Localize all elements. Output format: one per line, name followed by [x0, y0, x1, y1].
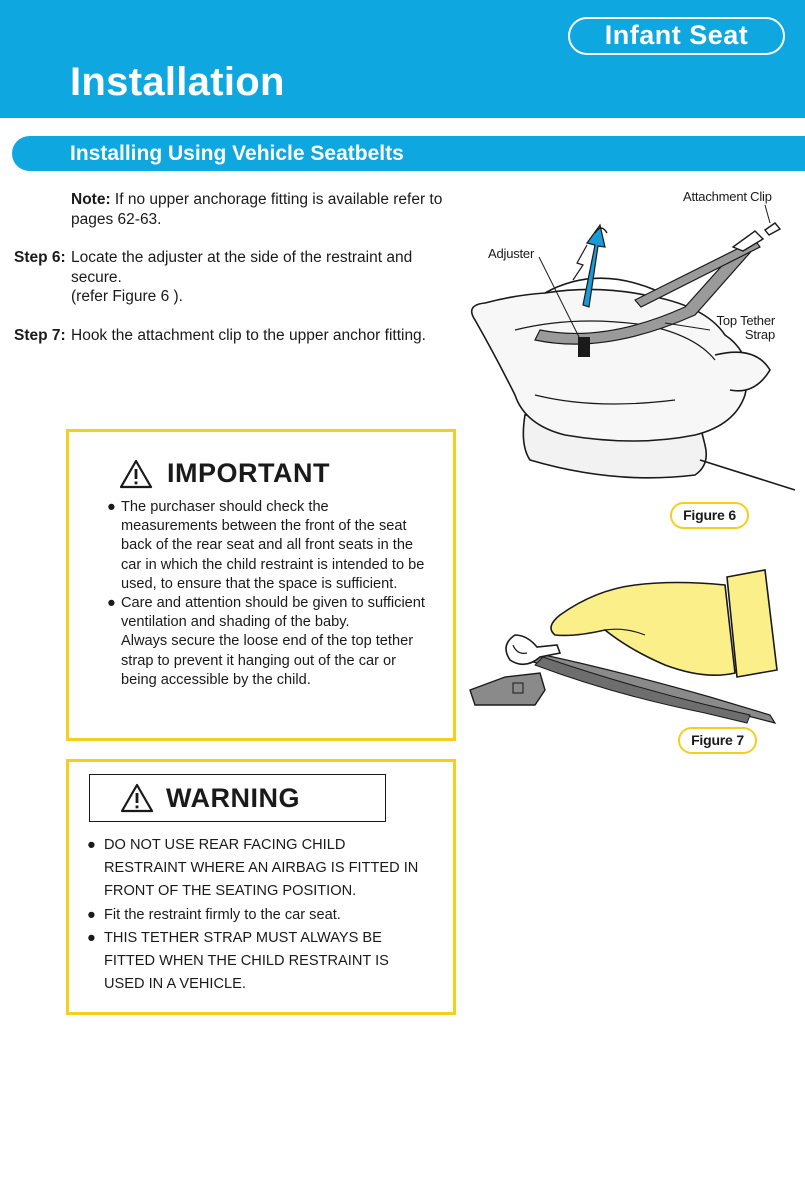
adjuster-mark — [578, 337, 590, 357]
important-item: ● Care and attention should be given to sufficient ventilation and shading of the baby. Always secure the loose end of the top tether strap to prevent it hanging out of the car or being accessible by the child. — [107, 595, 425, 688]
important-heading-text: IMPORTANT — [167, 458, 330, 488]
warning-triangle-icon — [119, 459, 153, 489]
bullet-icon: ● — [107, 595, 116, 612]
figure-6-label: Figure 6 — [670, 502, 749, 529]
important-item: ● The purchaser should check the measurements between the front of the seat back of the rear seat and all front seats in the car in which the child restraint is intended to be used, to ensure that the space is sufficient. — [107, 499, 425, 592]
anchor-fitting — [470, 673, 545, 705]
bullet-icon: ● — [87, 906, 96, 923]
warning-item: ● THIS TETHER STRAP MUST ALWAYS BE FITTED WHEN THE CHILD RESTRAINT IS USED IN A VEHICLE. — [87, 927, 427, 997]
step-text: Locate the adjuster at the side of the restraint and secure. — [71, 249, 413, 286]
header-banner — [0, 0, 805, 118]
section-badge: Infant Seat — [568, 17, 785, 55]
step-6 — [14, 248, 454, 307]
step-label: Step 7: — [14, 326, 66, 344]
instructions — [14, 190, 454, 364]
warning-triangle-icon — [120, 783, 154, 813]
sleeve — [727, 570, 777, 677]
callout-adjuster: Adjuster — [488, 246, 535, 261]
figure-6-illustration — [455, 185, 800, 500]
note-text: If no upper anchorage fitting is available refer to pages 62-63. — [71, 191, 443, 228]
warning-item: ● DO NOT USE REAR FACING CHILD RESTRAINT WHERE AN AIRBAG IS FITTED IN FRONT OF THE SEATING POSITION. — [87, 834, 427, 904]
note — [14, 190, 454, 229]
callout-top-tether: Top Tether Strap — [716, 313, 775, 342]
figure-7-label: Figure 7 — [678, 727, 757, 754]
seat-shell — [472, 289, 748, 441]
section-title: Installing Using Vehicle Seatbelts — [70, 142, 404, 165]
bullet-icon: ● — [87, 929, 96, 946]
bullet-icon: ● — [107, 499, 116, 515]
warning-list — [87, 834, 427, 996]
important-box — [66, 429, 456, 741]
warning-heading-text: WARNING — [166, 782, 300, 813]
warning-box — [66, 759, 456, 1015]
step-7 — [14, 326, 454, 346]
step-text: Hook the attachment clip to the upper anchor fitting. — [71, 326, 426, 344]
warning-heading — [89, 774, 386, 822]
callout-attachment-clip: Attachment Clip — [683, 189, 772, 204]
important-heading — [119, 458, 330, 489]
note-label: Note: — [71, 191, 111, 208]
warning-item: ● Fit the restraint firmly to the car seat. — [87, 904, 427, 927]
important-list — [107, 498, 427, 690]
bullet-icon: ● — [87, 837, 96, 853]
section-header-bar — [12, 136, 805, 171]
page-title: Installation — [70, 60, 285, 104]
step-text: (refer Figure 6 ). — [71, 288, 183, 305]
step-label: Step 6: — [14, 249, 66, 266]
figure-7-illustration — [465, 565, 785, 735]
hand — [551, 583, 735, 676]
